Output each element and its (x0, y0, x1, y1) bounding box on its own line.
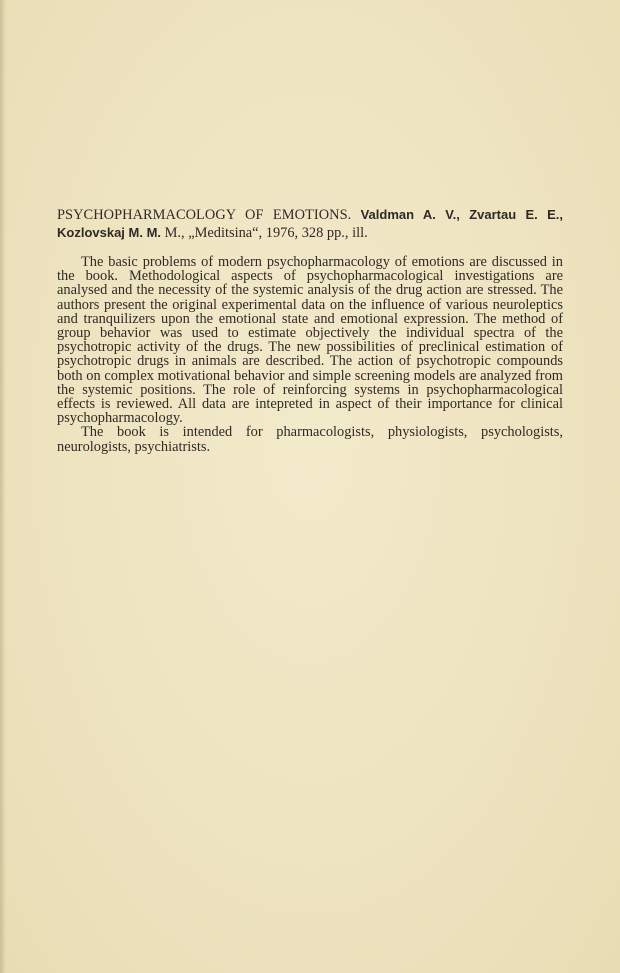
abstract-body (57, 255, 563, 454)
abstract-block (57, 206, 563, 454)
abstract-paragraph: The basic problems of modern psychopharmacology of emotions are discussed in the book. Methodological aspects of psychopharmacological investigations are analysed and the necessity of the systemic analysis of the drug action are stressed. The authors present the original experimental data on the influence of various neuroleptics and tranquilizers upon the emotional state and emotional expression. The method of group behavior was used to estimate objectively the individual spectra of the psychotropic activity of the drugs. The new possibilities of preclinical estimation of psychotropic drugs in animals are described. The action of psychotropic compounds both on complex motivational behavior and simple screening models are analyzed from the systemic positions. The role of reinforcing systems in psychopharmacological effects is reviewed. All data are intepreted in aspect of their importance for clinical psychopharmacology. (57, 254, 563, 427)
publication-info: M., „Meditsina“, 1976, 328 pp., ill. (164, 225, 368, 241)
book-authors-line2: Kozlovskaj M. M. (57, 225, 162, 240)
page-edge-shadow (0, 0, 6, 973)
abstract-paragraph: The book is intended for pharmacologists, physiologists, psychologists, neurologists, psychiatrists. (57, 424, 563, 455)
citation-header (57, 206, 563, 242)
book-title: PSYCHOPHARMACOLOGY OF EMOTIONS. (57, 207, 352, 223)
book-authors-line1: Valdman A. V., Zvartau E. E., (360, 207, 563, 222)
